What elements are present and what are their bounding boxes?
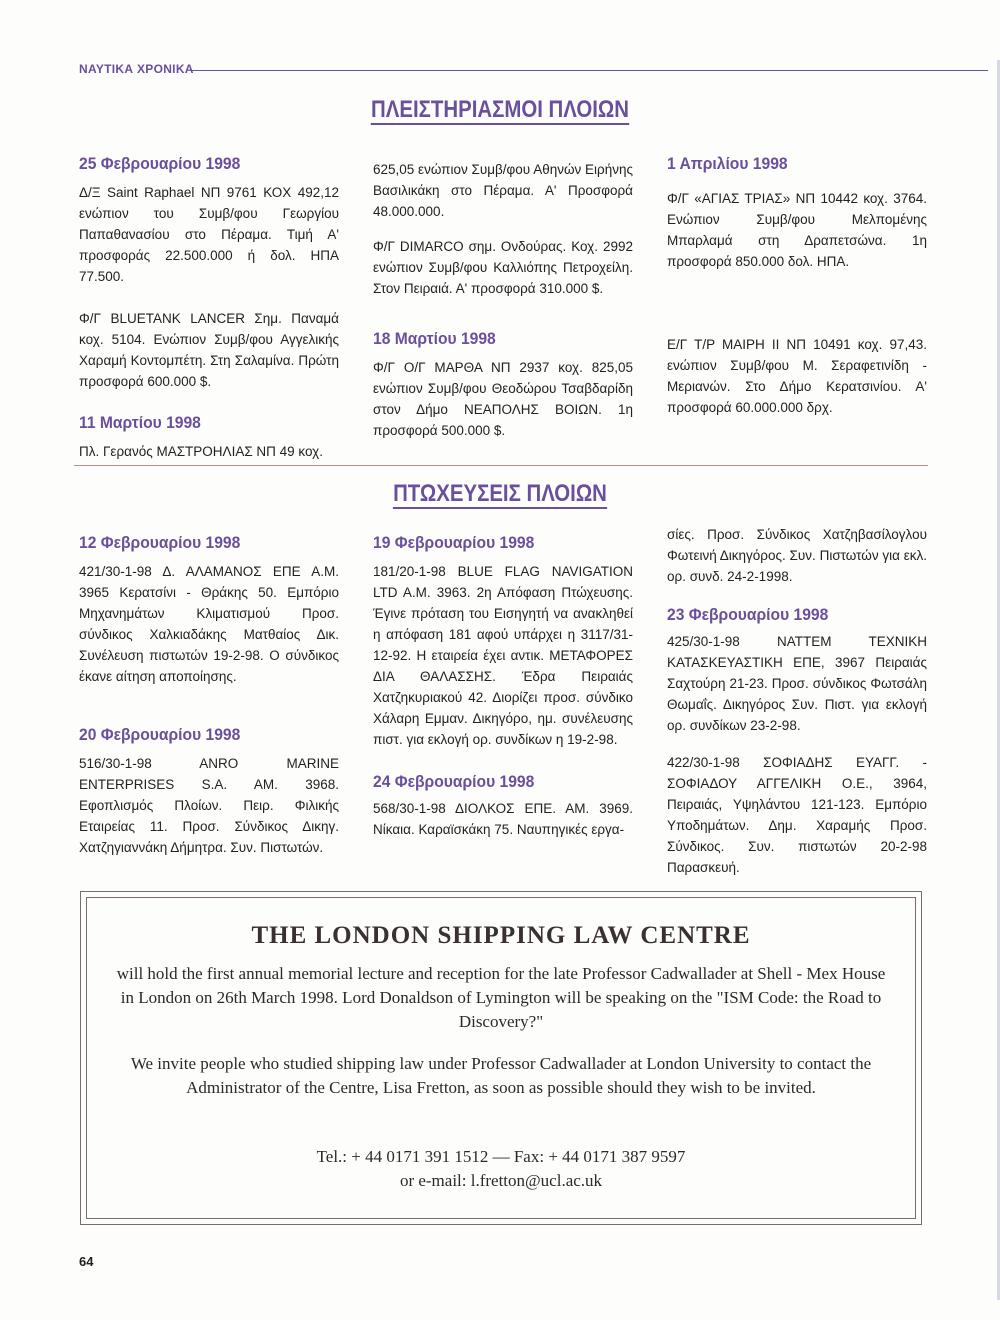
auctions-column-2 (373, 159, 633, 441)
auction-entry: Φ/Γ «ΑΓΙΑΣ ΤΡΙΑΣ» ΝΠ 10442 κοχ. 3764. Ενώπιον Συμβ/φου Μελπομένης Μπαρλαμά στη Δραπετσώνα. 1η προσφορά 850.000 δολ. ΗΠΑ. (667, 191, 927, 269)
bankruptcies-column-1 (79, 533, 339, 858)
bankruptcy-date-heading: 19 Φεβρουαρίου 1998 (373, 533, 535, 552)
page-number: 64 (79, 1254, 94, 1269)
section-divider (74, 465, 928, 466)
bankruptcy-entry: σίες. Προσ. Σύνδικος Χατζηβασίλογλου Φωτεινή Δικηγόρος. Συν. Πιστωτών για εκλ. ορ. συνδ. 24-2-1998. (667, 527, 927, 584)
auctions-column-3 (667, 154, 927, 418)
bankruptcy-date-heading: 24 Φεβρουαρίου 1998 (373, 772, 535, 791)
bankruptcy-date-heading: 23 Φεβρουαρίου 1998 (667, 605, 829, 624)
contact-phone: Tel.: + 44 0171 391 1512 — Fax: + 44 0171 387 9597 (316, 1147, 686, 1166)
announcement-box (80, 891, 922, 1225)
auction-date-heading: 11 Μαρτίου 1998 (79, 413, 201, 432)
bankruptcy-entry: 568/30-1-98 ΔΙΟΛΚΟΣ ΕΠΕ. ΑΜ. 3969. Νίκαια. Καραϊσκάκη 75. Ναυπηγικές εργα- (373, 801, 633, 837)
auction-date-heading: 18 Μαρτίου 1998 (373, 329, 496, 348)
announcement-paragraph-2: We invite people who studied shipping law under Professor Cadwallader at London University to contact the Administrator of the Centre, Lisa Fretton, as soon as possible should they wish to be invited. (130, 1054, 872, 1097)
magazine-name: ΝΑΥΤΙΚΑ ΧΡΟΝΙΚΑ (79, 62, 194, 76)
bankruptcy-entry: 181/20-1-98 BLUE FLAG NAVIGATION LTD A.M. 3963. 2η Απόφαση Πτώχευσης. Έγινε πρόταση του Εισηγητή να ανακληθεί η απόφαση 181 αφού υπάρχει η 3117/31-12-92. Η εταιρεία έχει αντικ. ΜΕΤΑΦΟΡΕΣ ΔΙΑ ΘΑΛΑΣΣΗΣ. Έδρα Πειραιάς Χατζηκυριακού 42. Διορίζει προσ. σύνδικο Χάλαρη Εμμαν. Δικηγόρο, ημ. συνέλευσης πιστ. για εκλογή ορ. συνδίκων η 19-2-98. (373, 564, 633, 747)
auction-date-heading: 25 Φεβρουαρίου 1998 (79, 154, 241, 173)
auctions-column-1 (79, 154, 339, 462)
auction-date-heading: 1 Απριλίου 1998 (667, 154, 788, 173)
announcement-paragraph-1: will hold the first annual memorial lecture and reception for the late Professor Cadwallader at Shell - Mex House in London on 26th March 1998. Lord Donaldson of Lymington will be speaking on the "ISM Code: the Road to Discovery?" (116, 964, 886, 1031)
auction-entry: Φ/Γ DIMARCO σημ. Ονδούρας. Κοχ. 2992 ενώπιον Συμβ/φου Καλλιόπης Πετροχείλη. Στον Πειραιά. Α' προσφορά 310.000 $. (373, 239, 633, 296)
bankruptcies-column-3 (667, 524, 927, 878)
bankruptcy-entry: 425/30-1-98 ΝΑΤΤΕΜ ΤΕΧΝΙΚΗ ΚΑΤΑΣΚΕΥΑΣΤΙΚΗ ΕΠΕ, 3967 Πειραιάς Σαχτούρη 21-23. Προσ. σύνδικος Φωτσάλη Θωμαΐς. Δικηγόρος Συν. Πιστ. για εκλογή ορ. συνδίκων 23-2-98. (667, 634, 927, 733)
bankruptcy-entry: 422/30-1-98 ΣΟΦΙΑΔΗΣ ΕΥΑΓΓ. - ΣΟΦΙΑΔΟΥ ΑΓΓΕΛΙΚΗ Ο.Ε., 3964, Πειραιάς, Υψηλάντου 121-123. Εμπόριο Υποδημάτων. Δημ. Χαραμής Προσ. Σύνδικος. Συν. πιστωτών 20-2-98 Παρασκευή. (667, 755, 927, 875)
auction-entry: Ε/Γ Τ/Ρ ΜΑΙΡΗ ΙΙ ΝΠ 10491 κοχ. 97,43. ενώπιον Συμβ/φου Μ. Σεραφετινίδη - Μεριανών. Στο Δήμο Κερατσινίου. Α' προσφορά 60.000.000 δρχ. (667, 337, 927, 415)
announcement-title: THE LONDON SHIPPING LAW CENTRE (251, 922, 751, 949)
auctions-section-title: ΠΛΕΙΣΤΗΡΙΑΣΜΟΙ ΠΛΟΙΩΝ (371, 96, 629, 123)
auction-entry: Φ/Γ Ο/Γ ΜΑΡΘΑ ΝΠ 2937 κοχ. 825,05 ενώπιον Συμβ/φου Θεοδώρου Τσαβδαρίδη στον Δήμο ΝΕΑΠΟΛΗΣ ΒΟΙΩΝ. 1η προσφορά 500.000 $. (373, 360, 633, 438)
auction-entry: Φ/Γ BLUETANK LANCER Σημ. Παναμά κοχ. 5104. Ενώπιον Συμβ/φου Αγγελικής Χαραμή Κοντομπέτη. Στη Σαλαμίνα. Πρώτη προσφορά 600.000 $. (79, 311, 339, 389)
contact-email: or e-mail: l.fretton@ucl.ac.uk (399, 1171, 603, 1190)
bankruptcy-entry: 421/30-1-98 Δ. ΑΛΑΜΑΝΟΣ ΕΠΕ Α.Μ. 3965 Κερατσίνι - Θράκης 50. Εμπόριο Μηχανημάτων Κλιματισμού Προσ. σύνδικος Χαλκιαδάκης Ματθαίος Δικ. Συνέλευση πιστωτών 19-2-98. Ο σύνδικος έκανε αίτηση αποποίησης. (79, 564, 339, 684)
auction-entry: Δ/Ξ Saint Raphael ΝΠ 9761 ΚΟΧ 492,12 ενώπιον του Συμβ/φου Γεωργίου Παπαθανασίου στο Πέραμα. Τιμή Α' προσφοράς 22.500.000 ή δολ. ΗΠΑ 77.500. (79, 185, 339, 284)
header-rule (190, 70, 988, 71)
bankruptcy-date-heading: 20 Φεβρουαρίου 1998 (79, 725, 241, 744)
bankruptcy-entry: 516/30-1-98 ANRO MARINE ENTERPRISES S.A. AM. 3968. Εφοπλισμός Πλοίων. Πειρ. Φιλικής Εταιρείας 11. Προσ. Σύνδικος Δικηγ. Χατζηγιαννάκη Δήμητρα. Συν. Πιστωτών. (79, 756, 339, 855)
auction-entry: 625,05 ενώπιον Συμβ/φου Αθηνών Ειρήνης Βασιλικάκη στο Πέραμα. Α' Προσφορά 48.000.000. (373, 162, 633, 219)
auction-entry: Πλ. Γερανός ΜΑΣΤΡΟΗΛΙΑΣ ΝΠ 49 κοχ. (79, 444, 324, 459)
bankruptcies-section-title: ΠΤΩΧΕΥΣΕΙΣ ΠΛΟΙΩΝ (393, 480, 607, 507)
bankruptcy-date-heading: 12 Φεβρουαρίου 1998 (79, 533, 241, 552)
bankruptcies-column-2 (373, 533, 633, 840)
